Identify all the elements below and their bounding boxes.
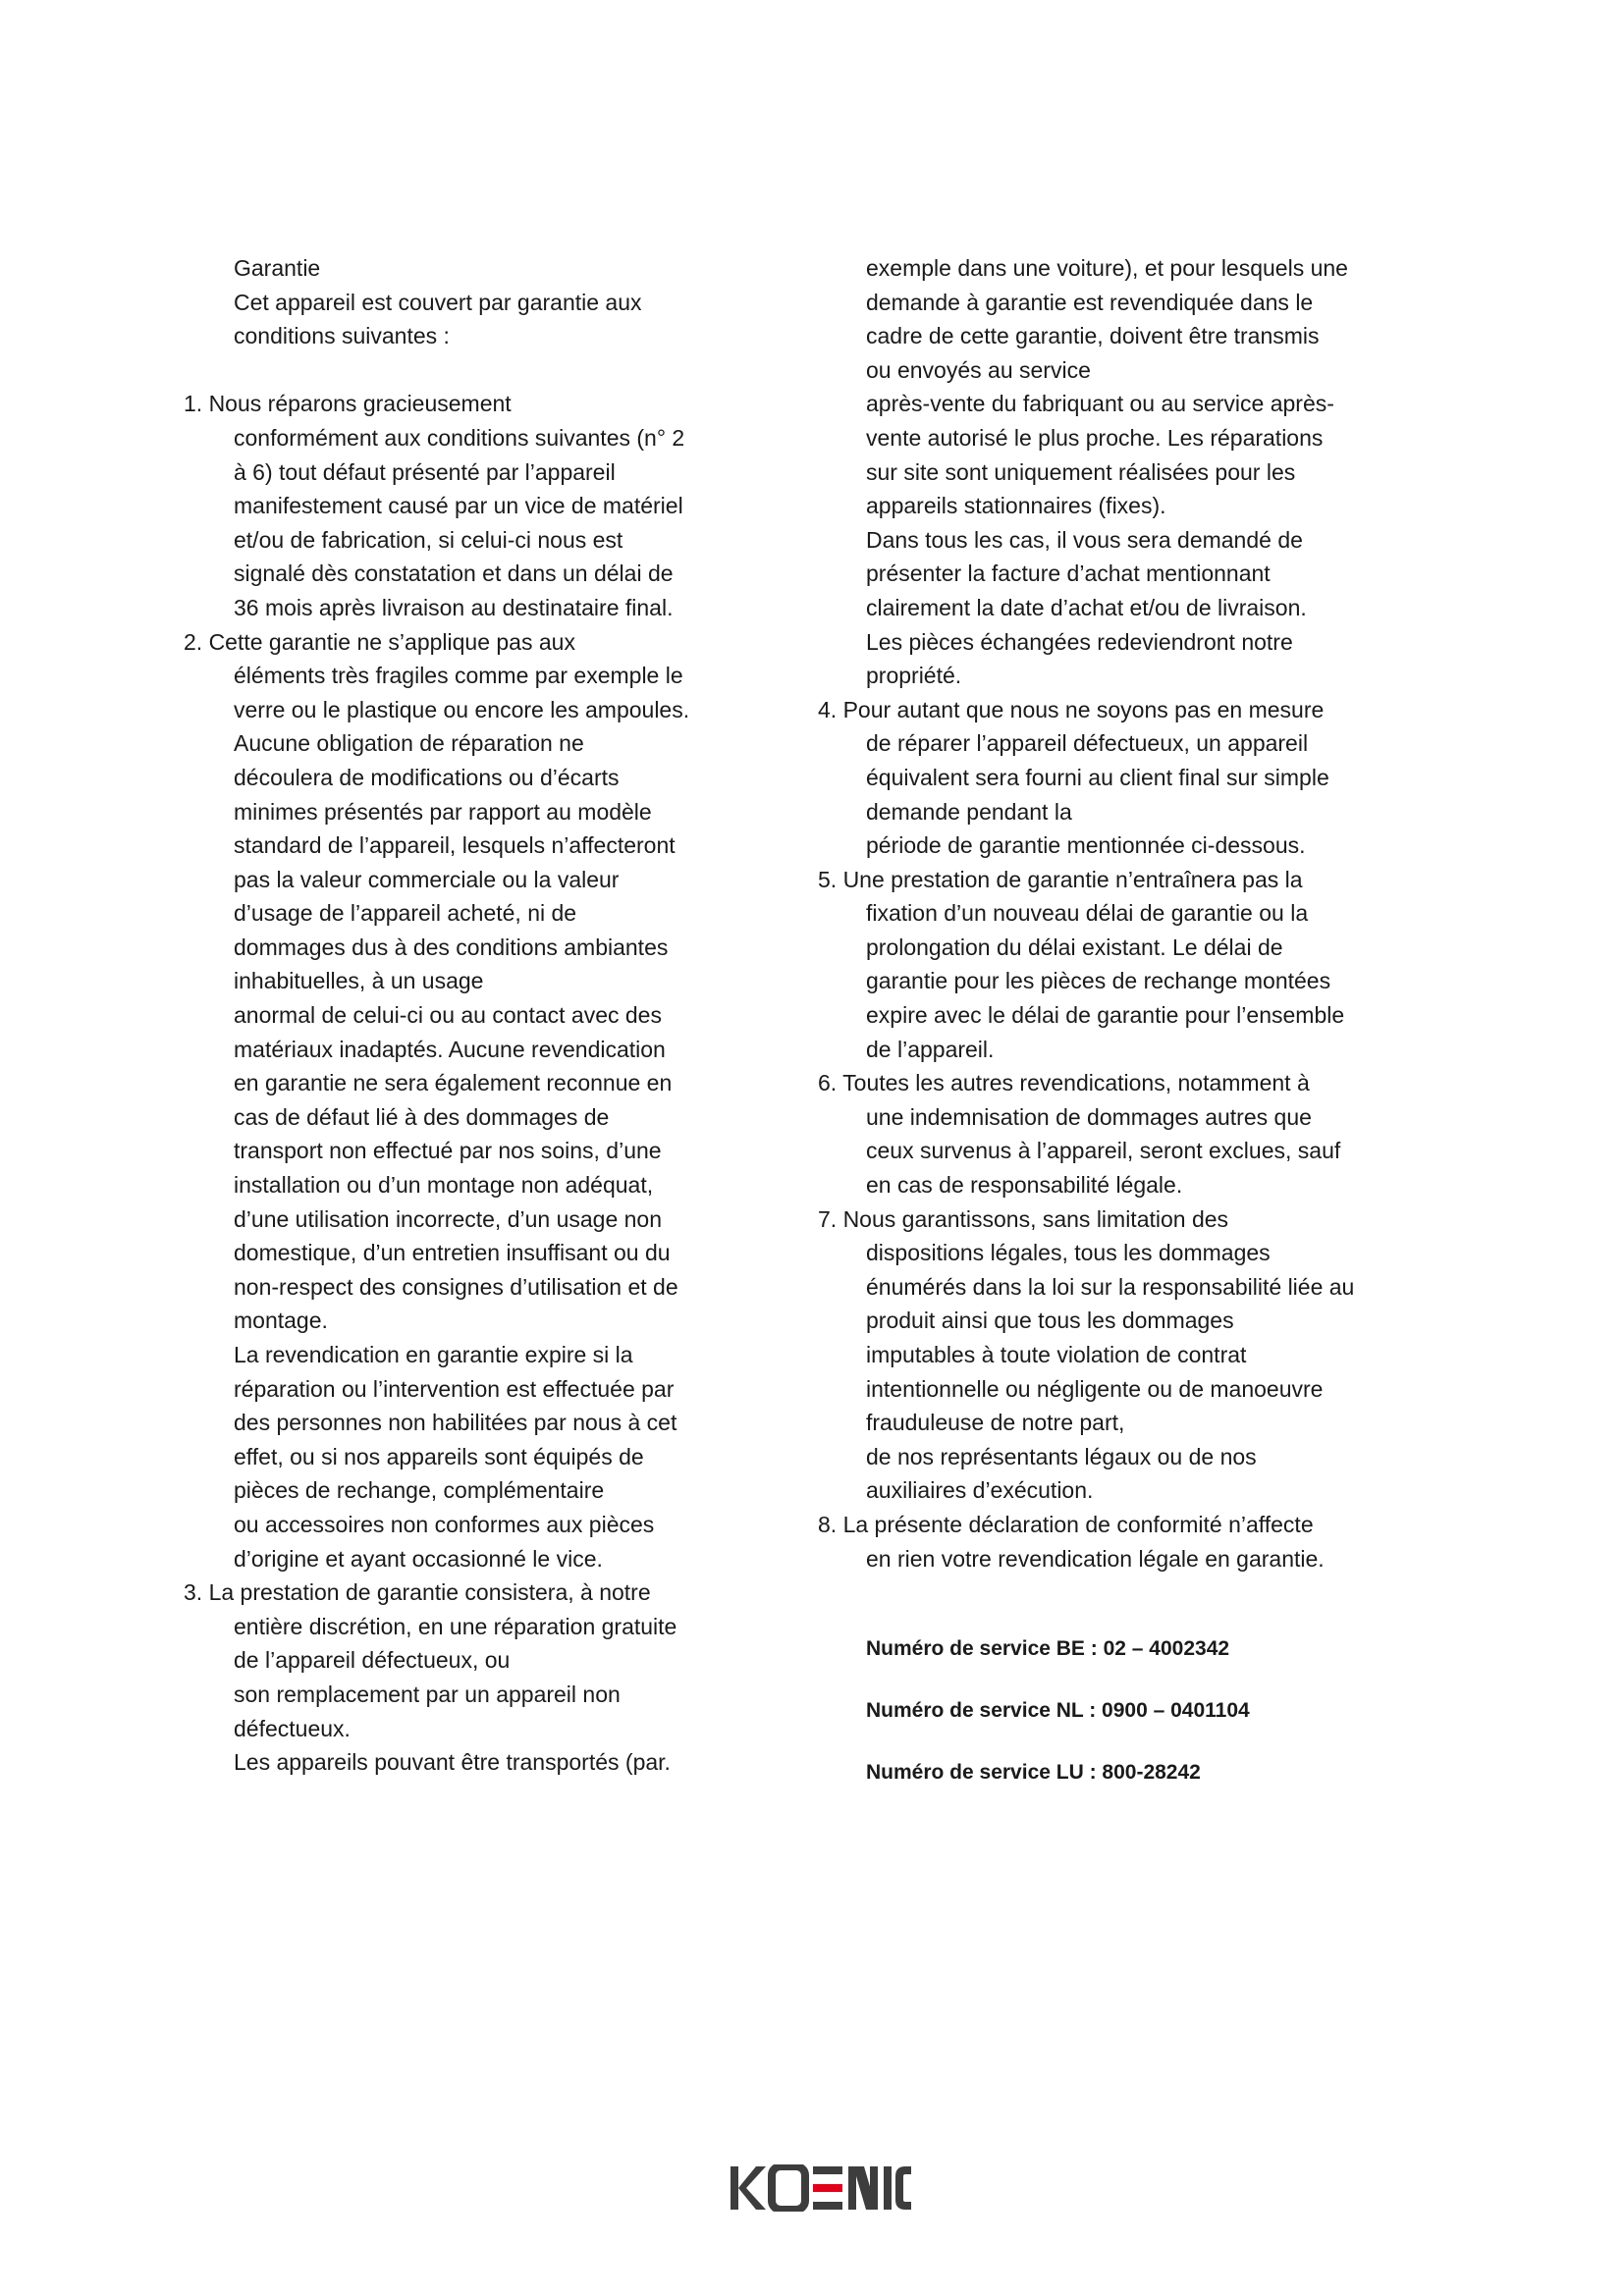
- text-line: intentionnelle ou négligente ou de manoeuvre: [866, 1375, 1324, 1402]
- text-line: réparation ou l’intervention est effectuée par: [234, 1375, 675, 1402]
- text-line: en rien votre revendication légale en garantie.: [866, 1545, 1325, 1572]
- service-number-nl: Numéro de service NL : 0900 – 0401104: [866, 1699, 1250, 1722]
- text-line: Dans tous les cas, il vous sera demandé de: [866, 526, 1303, 553]
- text-line: pas la valeur commerciale ou la valeur: [234, 866, 620, 892]
- text-line: défectueux.: [234, 1715, 351, 1741]
- text-line: demande pendant la: [866, 798, 1072, 825]
- text-line: de réparer l’appareil défectueux, un appareil: [866, 730, 1309, 757]
- text-line: verre ou le plastique ou encore les ampoules.: [234, 696, 690, 722]
- right-column: [818, 251, 1436, 1575]
- text-line: fixation d’un nouveau délai de garantie ou la: [866, 900, 1309, 927]
- text-line: de nos représentants légaux ou de nos: [866, 1443, 1257, 1469]
- text-line: domestique, d’un entretien insuffisant ou du: [234, 1240, 671, 1266]
- text-line: expire avec le délai de garantie pour l’ensemble: [866, 1002, 1345, 1029]
- text-line: exemple dans une voiture), et pour lesquels une: [866, 255, 1348, 281]
- text-line: éléments très fragiles comme par exemple le: [234, 663, 683, 689]
- text-line: et/ou de fabrication, si celui-ci nous est: [234, 526, 623, 553]
- text-line: La revendication en garantie expire si la: [234, 1342, 633, 1367]
- text-line: auxiliaires d’exécution.: [866, 1477, 1094, 1504]
- koenic-logo: [731, 2164, 911, 2212]
- text-line: son remplacement par un appareil non: [234, 1681, 621, 1707]
- text-line: demande à garantie est revendiquée dans le: [866, 289, 1314, 315]
- text-line: en garantie ne sera également reconnue en: [234, 1070, 673, 1096]
- text-line: pièces de rechange, complémentaire: [234, 1477, 605, 1504]
- text-line: clairement la date d’achat et/ou de livraison.: [866, 594, 1307, 620]
- text-line: 3. La prestation de garantie consistera, à notre: [184, 1579, 651, 1606]
- text-line: Les pièces échangées redeviendront notre: [866, 628, 1293, 655]
- text-line: transport non effectué par nos soins, d’une: [234, 1138, 662, 1164]
- text-line: équivalent sera fourni au client final sur simple: [866, 764, 1329, 790]
- text-line: ou envoyés au service: [866, 356, 1091, 383]
- text-line: ou accessoires non conformes aux pièces: [234, 1511, 655, 1537]
- text-line: imputables à toute violation de contrat: [866, 1342, 1247, 1367]
- text-line: sur site sont uniquement réalisées pour les: [866, 458, 1296, 485]
- text-line: produit ainsi que tous les dommages: [866, 1308, 1234, 1334]
- text-line: 5. Une prestation de garantie n’entraînera pas la: [818, 866, 1303, 892]
- text-line: période de garantie mentionnée ci-dessous.: [866, 832, 1306, 859]
- text-line: de l’appareil.: [866, 1036, 995, 1062]
- text-line: après-vente du fabriquant ou au service après-: [866, 391, 1334, 417]
- text-line: en cas de responsabilité légale.: [866, 1172, 1183, 1199]
- text-line: 8. La présente déclaration de conformité n’affecte: [818, 1511, 1314, 1537]
- text-line: d’origine et ayant occasionné le vice.: [234, 1545, 603, 1572]
- blank-line: [184, 353, 792, 388]
- text-line: prolongation du délai existant. Le délai de: [866, 934, 1283, 960]
- text-line: 36 mois après livraison au destinataire final.: [234, 594, 674, 620]
- text-line: présenter la facture d’achat mentionnant: [866, 561, 1271, 587]
- text-line: à 6) tout défaut présenté par l’appareil: [234, 458, 616, 485]
- text-line: anormal de celui-ci ou au contact avec des: [234, 1002, 662, 1029]
- text-line: des personnes non habilitées par nous à cet: [234, 1410, 677, 1436]
- text-line: installation ou d’un montage non adéquat,: [234, 1172, 654, 1199]
- text-line: d’une utilisation incorrecte, d’un usage non: [234, 1205, 663, 1232]
- text-line: cadre de cette garantie, doivent être transmis: [866, 323, 1320, 349]
- text-line: 4. Pour autant que nous ne soyons pas en mesure: [818, 696, 1325, 722]
- text-line: standard de l’appareil, lesquels n’affecteront: [234, 832, 676, 859]
- text-line: 6. Toutes les autres revendications, notamment à: [818, 1070, 1310, 1096]
- text-line: ceux survenus à l’appareil, seront exclues, sauf: [866, 1138, 1341, 1164]
- text-line: d’usage de l’appareil acheté, ni de: [234, 900, 577, 927]
- text-line: effet, ou si nos appareils sont équipés de: [234, 1443, 644, 1469]
- text-line: énumérés dans la loi sur la responsabilité liée au: [866, 1273, 1355, 1300]
- text-line: Garantie: [234, 255, 321, 281]
- text-line: montage.: [234, 1308, 328, 1334]
- text-line: garantie pour les pièces de rechange montées: [866, 968, 1331, 994]
- text-line: inhabituelles, à un usage: [234, 968, 484, 994]
- text-line: non-respect des consignes d’utilisation et de: [234, 1273, 678, 1300]
- text-line: de l’appareil défectueux, ou: [234, 1647, 511, 1674]
- text-line: conformément aux conditions suivantes (n° 2: [234, 424, 685, 451]
- text-line: 7. Nous garantissons, sans limitation des: [818, 1205, 1229, 1232]
- text-line: 2. Cette garantie ne s’applique pas aux: [184, 628, 575, 655]
- text-line: appareils stationnaires (fixes).: [866, 493, 1166, 519]
- text-line: 1. Nous réparons gracieusement: [184, 391, 512, 417]
- text-line: découlera de modifications ou d’écarts: [234, 764, 620, 790]
- text-line: propriété.: [866, 663, 962, 689]
- text-line: minimes présentés par rapport au modèle: [234, 798, 652, 825]
- text-line: dommages dus à des conditions ambiantes: [234, 934, 669, 960]
- text-line: frauduleuse de notre part,: [866, 1410, 1125, 1436]
- text-line: dispositions légales, tous les dommages: [866, 1240, 1271, 1266]
- text-line: cas de défaut lié à des dommages de: [234, 1103, 610, 1130]
- text-line: Aucune obligation de réparation ne: [234, 730, 584, 757]
- text-line: Cet appareil est couvert par garantie aux: [234, 289, 642, 315]
- left-column: [184, 251, 792, 1780]
- text-line: matériaux inadaptés. Aucune revendication: [234, 1036, 666, 1062]
- text-line: conditions suivantes :: [234, 323, 450, 349]
- text-line: entière discrétion, en une réparation gratuite: [234, 1613, 677, 1639]
- service-number-lu: Numéro de service LU : 800-28242: [866, 1761, 1201, 1784]
- text-line: Les appareils pouvant être transportés (par.: [234, 1749, 671, 1776]
- text-line: vente autorisé le plus proche. Les réparations: [866, 424, 1324, 451]
- text-line: manifestement causé par un vice de matériel: [234, 493, 683, 519]
- service-number-be: Numéro de service BE : 02 – 4002342: [866, 1637, 1230, 1660]
- text-line: une indemnisation de dommages autres que: [866, 1103, 1312, 1130]
- text-line: signalé dès constatation et dans un délai de: [234, 561, 674, 587]
